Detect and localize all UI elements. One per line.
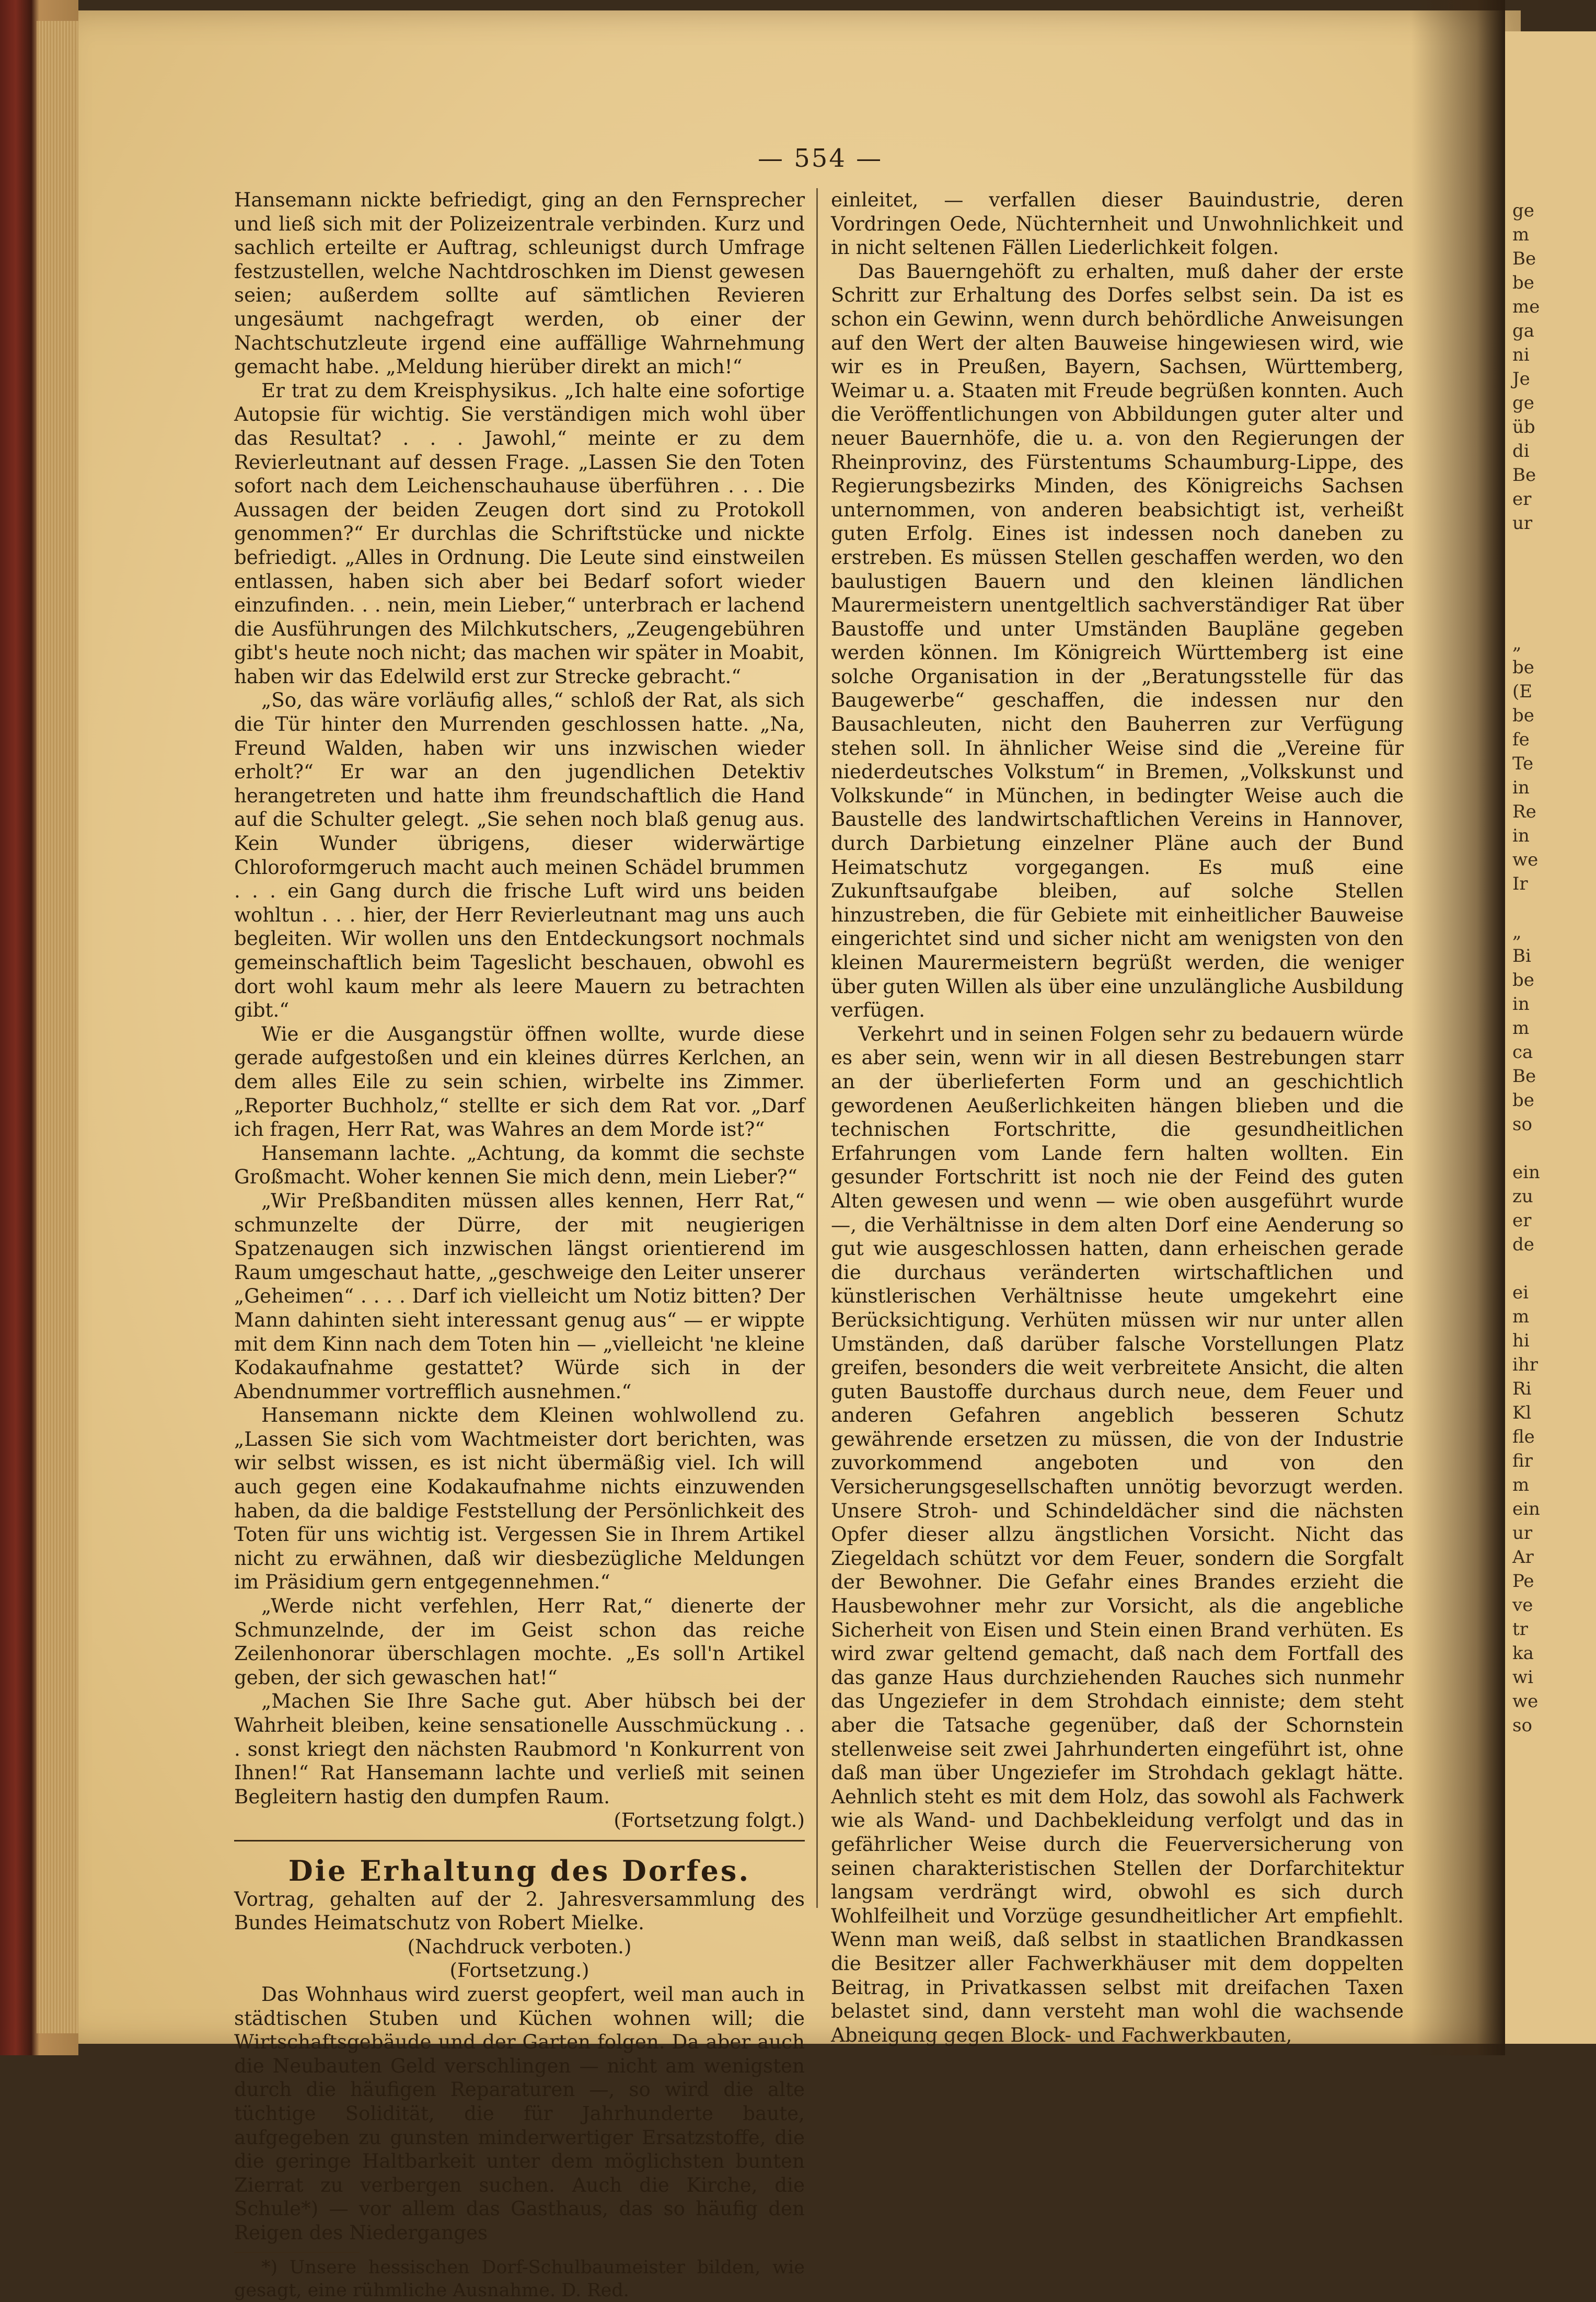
next-page-fragment: wi bbox=[1512, 1667, 1533, 1688]
paragraph: Hansemann nickte dem Kleinen wohlwollend zu. „Lassen Sie sich vom Wachtmeister dort berichten, was wir selbst wissen, es ist nicht übermäßig viel. Ich will auch gegen eine Kodakaufnahme nichts einzuwenden haben, da die baldige Feststellung der Persönlichkeit des Toten für uns wichtig ist. Vergessen Sie in Ihrem Artikel nicht zu erwähnen, daß wir diesbezügliche Meldungen im Präsidium gern entgegennehmen.“ bbox=[234, 1403, 805, 1594]
footnote-divider bbox=[234, 2252, 360, 2253]
next-page-fragment: ge bbox=[1512, 200, 1534, 221]
next-page-fragment: fe bbox=[1512, 729, 1530, 750]
next-page-fragment: ge bbox=[1512, 393, 1534, 413]
paragraph: Hansemann lachte. „Achtung, da kommt die sechste Großmacht. Woher kennen Sie mich denn, mein Lieber?“ bbox=[234, 1141, 805, 1189]
next-page-fragment: Re bbox=[1512, 801, 1536, 822]
continued-note: (Fortsetzung.) bbox=[449, 1959, 589, 1982]
next-page-fragment: Te bbox=[1512, 753, 1534, 774]
next-page-fragment: be bbox=[1512, 657, 1534, 678]
next-page-fragment: so bbox=[1512, 1114, 1532, 1135]
page-number: — 554 — bbox=[758, 144, 883, 173]
next-page-fragment bbox=[1505, 559, 1596, 583]
page-edges bbox=[37, 21, 84, 2033]
paragraph: Das Bauerngehöft zu erhalten, muß daher der erste Schritt zur Erhaltung des Dorfes selbst sein. Da ist es schon ein Gewinn, wenn durch behördliche Anweisungen auf den Wert der alten Bauweise hingewiesen wird, wie wir es in Preußen, Bayern, Sachsen, Württemberg, Weimar u. a. Staaten mit Freude begrüßen konnten. Auch die Veröffentlichungen von Abbildungen guter alter und neuer Bauernhöfe, die u. a. von den Regierungen der Rheinprovinz, des Fürstentums Schaumburg-Lippe, des Regierungsbezirks Minden, des Königreichs Sachsen unternommen, von anderen beabsichtigt ist, verheißt guten Erfolg. Eines ist indessen noch daneben zu erstreben. Es müssen Stellen geschaffen werden, wo den baulustigen Bauern und den kleinen ländlichen Maurermeistern unentgeltlich sachverständiger Rat über Baustoffe und unter Umständen Baupläne gegeben werden können. Im Königreich Württemberg ist eine solche Organisation in der „Beratungsstelle für das Baugewerbe“ geschaffen, die indessen nur den Bausachleuten, nicht den Bauherren zur Verfügung stehen soll. In ähnlicher Weise sind die „Vereine für niederdeutsches Volkstum“ in Bremen, „Volkskunst und Volkskunde“ in München, in bedingter Weise auch die Baustelle des landwirtschaftlichen Vereins in Hannover, durch Darbietung einzelner Pläne auch der Bund Heimatschutz vorgegangen. Es muß eine Zukunftsaufgabe bleiben, auf solche Stellen hinzustreben, die für Gebiete mit einheitlicher Bauweise eingerichtet sind und sicher nicht am wenigsten von den kleinen Maurermeistern begrüßt werden, die weniger über guten Willen als über eine unzulängliche Ausbildung verfügen. bbox=[831, 259, 1404, 1022]
next-page-fragment: de bbox=[1512, 1234, 1534, 1255]
next-page-fragment bbox=[1505, 535, 1596, 559]
next-page-fragment: Bi bbox=[1512, 946, 1531, 966]
footnote: *) Unsere hessischen Dorf-Schulbaumeister bilden, wie gesagt, eine rühmliche Ausnahme. D. Red. bbox=[234, 2257, 805, 2301]
next-page-fragments bbox=[1505, 31, 1596, 1737]
paragraph: einleitet, — verfallen dieser Bauindustrie, deren Vordringen Oede, Nüchternheit und Unwohnlichkeit und in nicht seltenen Fällen Liederlichkeit folgen. bbox=[831, 188, 1404, 259]
next-page-fragment: Kl bbox=[1512, 1402, 1532, 1423]
next-page-fragment: we bbox=[1512, 849, 1539, 870]
next-page-fragment: ve bbox=[1512, 1595, 1533, 1616]
next-page-fragment: (E bbox=[1512, 681, 1533, 702]
next-page-fragment: Be bbox=[1512, 248, 1536, 269]
paragraph: Verkehrt und in seinen Folgen sehr zu bedauern würde es aber sein, wenn wir in all diesen Bestrebungen starr an der überlieferten Form und an geschichtlich gewordenen Aeußerlichkeiten hängen blieben und die technischen Fortschritte, die gesundheitlichen Erfahrungen vom Lande fern halten wollten. Ein gesunder Fortschritt ist noch nie der Feind des guten Alten gewesen und wenn — wie oben ausgeführt wurde —, die Verhältnisse in dem alten Dorf eine Aenderung so gut wie ausgeschlossen hatten, dann erheischen gerade die durchaus veränderten wirtschaftlichen und künstlerischen Verhältnisse heute umgekehrt eine Berücksichtigung. Verhüten müssen wir nur unter allen Umständen, daß darüber falsche Vorstellungen Platz greifen, besonders die weit verbreitete Ansicht, die alten guten Baustoffe durchaus durch neue, dem Feuer und anderen Gefahren angeblich besseren Schutz gewährende ersetzen zu müssen, die von der Industrie zuvorkommend angeboten und von den Versicherungsgesellschaften unnötig bevorzugt werden. Unsere Stroh- und Schindeldächer sind die nächsten Opfer dieser allzu ängstlichen Vorsicht. Nicht das Ziegeldach schützt vor dem Feuer, sondern die Sorgfalt der Bewohner. Die Gefahr eines Brandes erzieht die Hausbewohner mehr zur Vorsicht, als die angebliche Sicherheit von Eisen und Stein einen Brand verhüten. Es wird zwar geltend gemacht, daß nach dem Fortfall des das ganze Haus durchziehenden Rauches sich nunmehr das Ungeziefer in dem Strohdach einniste; dem steht aber die Tatsache gegenüber, daß der Schornstein stellenweise seit zwei Jahrhunderten eingeführt ist, ohne daß man über Ungeziefer im Strohdach geklagt hätte. Aehnlich steht es mit dem Holz, das sowohl als Fachwerk wie als Wand- und Dachbekleidung verfolgt und das in gefährlicher Weise durch die Feuerversicherung von seinen charakteristischen Stellen der Dorfarchitektur langsam verdrängt wird, obwohl es sich durch Wohlfeilheit und Vorzüge gesundheitlicher Art empfiehlt. Wenn man weiß, daß selbst in staatlichen Brandkassen die Besitzer aller Fachwerkhäuser mit dem doppelten Beitrag, in Privatkassen selbst mit dreifachen Taxen belastet sind, dann versteht man wohl die wachsende Abneigung gegen Block- und Fachwerkbauten, bbox=[831, 1022, 1404, 2046]
paragraph: Er trat zu dem Kreisphysikus. „Ich halte eine sofortige Autopsie für wichtig. Sie verständigen mich wohl über das Resultat? . . . Jawohl,“ meinte er zu dem Revierleutnant auf dessen Frage. „Lassen Sie den Toten sofort nach dem Leichenschauhause überführen . . . Die Aussagen der beiden Zeugen dort sind zu Protokoll genommen?“ Er durchlas die Schriftstücke und nickte befriedigt. „Alles in Ordnung. Die Leute sind einstweilen entlassen, haben sich aber bei Bedarf sofort wieder einzufinden. . . nein, mein Lieber,“ unterbrach er lachend die Ausführungen des Milchkutschers, „Zeugengebühren gibt's heute noch nicht; das machen wir später in Moabit, haben wir das Edelwild erst zur Strecke gebracht.“ bbox=[234, 378, 805, 688]
next-page-fragment: m bbox=[1512, 224, 1530, 245]
next-page-fragment bbox=[1505, 1257, 1596, 1281]
paragraph: „So, das wäre vorläufig alles,“ schloß der Rat, als sich die Tür hinter den Murrenden geschlossen hatte. „Na, Freund Walden, haben wir uns inzwischen wieder erholt?“ Er war an den jugendlichen Detektiv herangetreten und hatte ihm freundschaftlich die Hand auf die Schulter gelegt. „Sie sehen noch blaß genug aus. Kein Wunder übrigens, dieser widerwärtige Chloroformgeruch macht auch meinen Schädel brummen . . . ein Gang durch die frische Luft wird uns beiden wohltun . . . hier, der Herr Revierleutnant mag uns auch begleiten. Wir wollen uns den Entdeckungsort nochmals gemeinschaftlich beim Tageslicht beschauen, obwohl es dort wohl kaum mehr als leere Mauern zu betrachten gibt.“ bbox=[234, 688, 805, 1022]
column-divider bbox=[816, 188, 818, 1908]
next-page-fragment: in bbox=[1512, 777, 1530, 798]
paragraph: Hansemann nickte befriedigt, ging an den Fernsprecher und ließ sich mit der Polizeizentrale verbinden. Kurz und sachlich erteilte er Auftrag, schleunigst durch Umfrage festzustellen, welche Nachtdroschken im Dienst gewesen seien; außerdem sollte auf sämtlichen Revieren ungesäumt nachgefragt werden, ob einer der Nachtschutzleute irgend eine auffällige Wahrnehmung gemacht habe. „Meldung hierüber direkt an mich!“ bbox=[234, 188, 805, 378]
next-page-fragment: Je bbox=[1512, 369, 1530, 389]
next-page-fragment: ni bbox=[1512, 344, 1530, 365]
next-page-fragment: in bbox=[1512, 994, 1530, 1015]
next-page-fragment: ur bbox=[1512, 1523, 1533, 1544]
next-page-fragment: fle bbox=[1512, 1426, 1535, 1447]
next-page-fragment: „ bbox=[1512, 633, 1522, 654]
next-page-fragment: m bbox=[1512, 1306, 1530, 1327]
next-page-fragment: Be bbox=[1512, 1066, 1536, 1087]
next-page-fragment: Ar bbox=[1512, 1547, 1534, 1568]
next-page-fragment: Ri bbox=[1512, 1378, 1532, 1399]
next-page-fragment: in bbox=[1512, 825, 1530, 846]
next-page-fragment: zu bbox=[1512, 1186, 1533, 1207]
next-page-fragment: fir bbox=[1512, 1451, 1533, 1471]
next-page-fragment: so bbox=[1512, 1715, 1532, 1736]
next-page-fragment bbox=[1505, 1136, 1596, 1160]
next-page-fragment: di bbox=[1512, 441, 1530, 462]
gutter-shadow bbox=[1411, 0, 1505, 2055]
next-page-fragment: ga bbox=[1512, 320, 1535, 341]
next-page-fragment: üb bbox=[1512, 417, 1535, 438]
next-page-fragment: be bbox=[1512, 970, 1534, 991]
next-page-fragment: be bbox=[1512, 1090, 1534, 1111]
next-page-fragment: me bbox=[1512, 296, 1540, 317]
next-page-fragment: be bbox=[1512, 705, 1534, 726]
next-page-fragment bbox=[1505, 607, 1596, 631]
next-page-fragment: Ir bbox=[1512, 873, 1528, 894]
next-page-fragment: be bbox=[1512, 272, 1534, 293]
next-page-fragment: Be bbox=[1512, 465, 1536, 486]
next-page-fragment: ein bbox=[1512, 1162, 1540, 1183]
next-page-fragment: m bbox=[1512, 1475, 1530, 1495]
next-page-fragment: ihr bbox=[1512, 1354, 1539, 1375]
next-page-fragment: ka bbox=[1512, 1643, 1534, 1664]
paragraph: „Machen Sie Ihre Sache gut. Aber hübsch bei der Wahrheit bleiben, keine sensationelle Ausschmückung . . . sonst kriegt den nächsten Raubmord 'n Konkurrent von Ihnen!“ Rat Hansemann lachte und verließ mit seinen Begleitern hastig den dumpfen Raum. bbox=[234, 1689, 805, 1808]
next-page-fragment: ca bbox=[1512, 1042, 1533, 1063]
next-page-fragment bbox=[1505, 896, 1596, 920]
next-page-fragment: ur bbox=[1512, 513, 1533, 534]
reprint-note: (Nachdruck verboten.) bbox=[407, 1935, 632, 1958]
next-page-fragment: „ bbox=[1512, 922, 1522, 942]
continuation-note: (Fortsetzung folgt.) bbox=[614, 1809, 805, 1832]
section-divider bbox=[234, 1840, 805, 1841]
paragraph: „Wir Preßbanditen müssen alles kennen, Herr Rat,“ schmunzelte der Dürre, der mit neugierigen Spatzenaugen sich inzwischen längst orientierend im Raum umgeschaut hatte, „geschweige den Leiter unserer „Geheimen“ . . . . Darf ich vielleicht um Notiz bitten? Der Mann dahinten sieht interessant genug aus“ — er wippte mit dem Kinn nach dem Toten hin — „vielleicht 'ne kleine Kodakaufnahme gestattet? Würde sich in der Abendnummer vortrefflich ausnehmen.“ bbox=[234, 1189, 805, 1403]
article-byline: Vortrag, gehalten auf der 2. Jahresversammlung des Bundes Heimatschutz von Robert Mielke. bbox=[234, 1887, 805, 1935]
article-paragraph: Das Wohnhaus wird zuerst geopfert, weil man auch in städtischen Stuben und Küchen wohnen will; die Wirtschaftsgebäude und der Garten folgen. Da aber auch die Neubauten Geld verschlingen — nicht am wenigsten durch die häufigen Reparaturen —, so wird die alte tüchtige Solidität, die für Jahrhunderte baute, aufgegeben zu gunsten minderwertiger Ersatzstoffe, die die geringe Haltbarkeit unter dem möglichsten bunten Zierrat zu verbergen suchen. Auch die Kirche, die Schule*) — vor allem das Gasthaus, das so häufig den Reigen des Niederganges bbox=[234, 1982, 805, 2244]
left-column bbox=[234, 188, 805, 2302]
next-page-fragment: hi bbox=[1512, 1330, 1530, 1351]
next-page-fragment: m bbox=[1512, 1018, 1530, 1039]
next-page-fragment: ei bbox=[1512, 1282, 1529, 1303]
paragraph: Wie er die Ausgangstür öffnen wollte, wurde diese gerade aufgestoßen und ein kleines dürres Kerlchen, an dem alles Eile zu sein schien, wirbelte ins Zimmer. „Reporter Buchholz,“ stellte er sich dem Rat vor. „Darf ich fragen, Herr Rat, was Wahres an dem Morde ist?“ bbox=[234, 1022, 805, 1141]
next-page-fragment: er bbox=[1512, 1210, 1532, 1231]
next-page-fragment: tr bbox=[1512, 1619, 1528, 1640]
next-page-fragment: we bbox=[1512, 1691, 1539, 1712]
next-page-fragment: ein bbox=[1512, 1499, 1540, 1520]
next-page-edge bbox=[1505, 31, 1596, 2044]
paragraph: „Werde nicht verfehlen, Herr Rat,“ dienerte der Schmunzelnde, der im Geist schon das reiche Zeilenhonorar überschlagen mochte. „Es soll'n Artikel geben, der sich gewaschen hat!“ bbox=[234, 1594, 805, 1689]
right-column bbox=[831, 188, 1404, 2047]
article-title: Die Erhaltung des Dorfes. bbox=[288, 1854, 751, 1887]
next-page-fragment: Pe bbox=[1512, 1571, 1534, 1592]
next-page-fragment bbox=[1505, 583, 1596, 607]
next-page-fragment: er bbox=[1512, 489, 1532, 510]
